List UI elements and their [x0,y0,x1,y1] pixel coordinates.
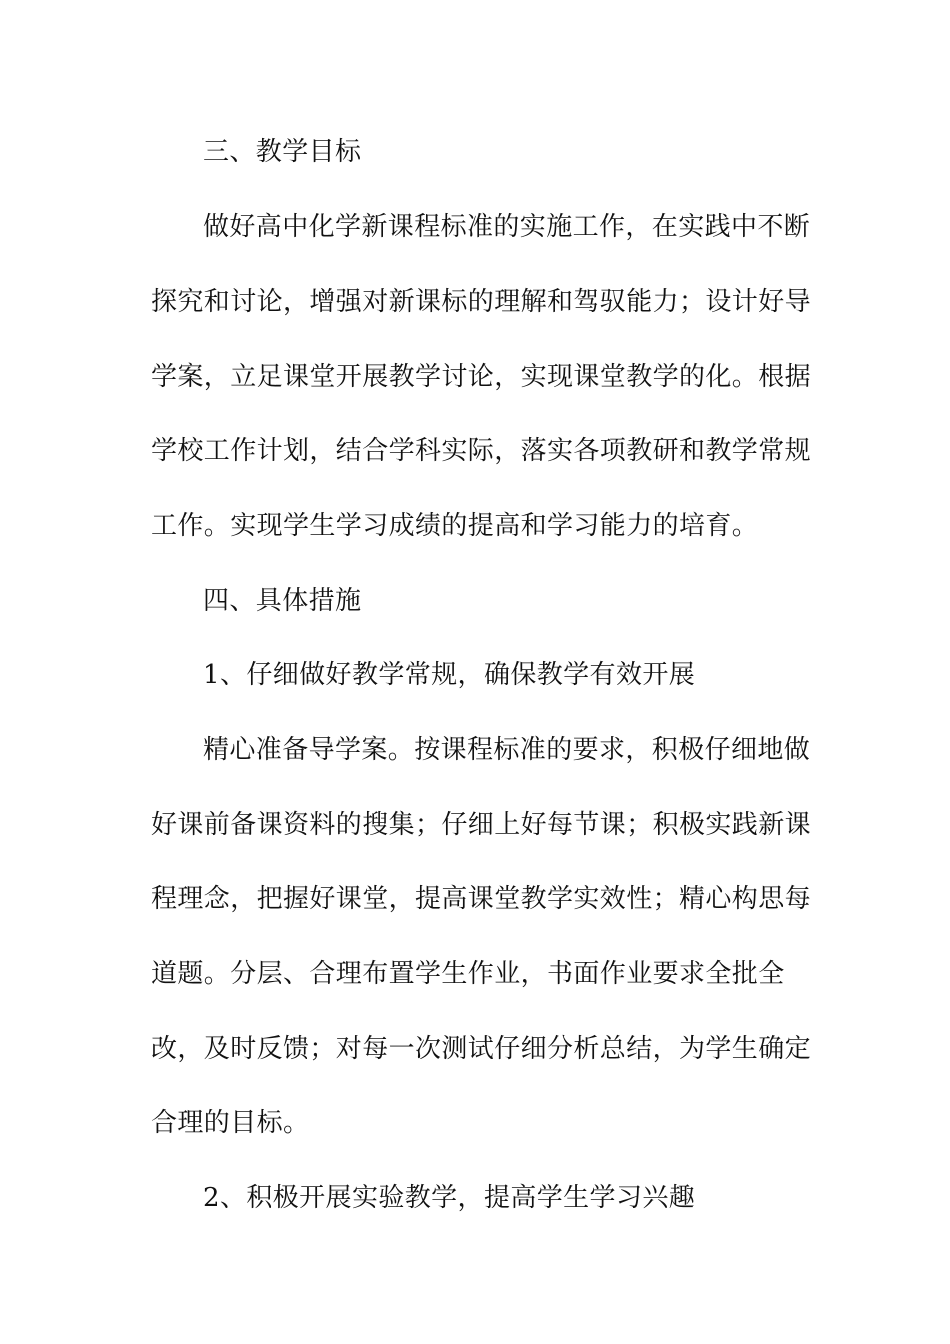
paragraph-line: 工作。实现学生学习成绩的提高和学习能力的培育。 [151,511,759,541]
paragraph-line: 学案，立足课堂开展教学讨论，实现课堂教学的化。根据 [151,362,812,392]
paragraph-line: 做好高中化学新课程标准的实施工作，在实践中不断 [203,212,811,242]
subheading-1: 1、仔细做好教学常规，确保教学有效开展 [203,660,696,690]
paragraph-line: 学校工作计划，结合学科实际，落实各项教研和教学常规 [151,436,812,466]
paragraph-line: 好课前备课资料的搜集；仔细上好每节课；积极实践新课 [151,810,812,840]
paragraph-line: 探究和讨论，增强对新课标的理解和驾驭能力；设计好导 [151,287,812,317]
paragraph-line: 改，及时反馈；对每一次测试仔细分析总结，为学生确定 [151,1034,812,1064]
section-heading-teaching-goals: 三、教学目标 [203,137,362,167]
paragraph-line: 合理的目标。 [151,1108,310,1138]
paragraph-line: 道题。分层、合理布置学生作业，书面作业要求全批全 [151,959,785,989]
paragraph-line: 精心准备导学案。按课程标准的要求，积极仔细地做 [203,735,811,765]
subheading-2: 2、积极开展实验教学，提高学生学习兴趣 [203,1183,696,1213]
section-heading-specific-measures: 四、具体措施 [203,586,362,616]
paragraph-line: 程理念，把握好课堂，提高课堂教学实效性；精心构思每 [151,884,812,914]
